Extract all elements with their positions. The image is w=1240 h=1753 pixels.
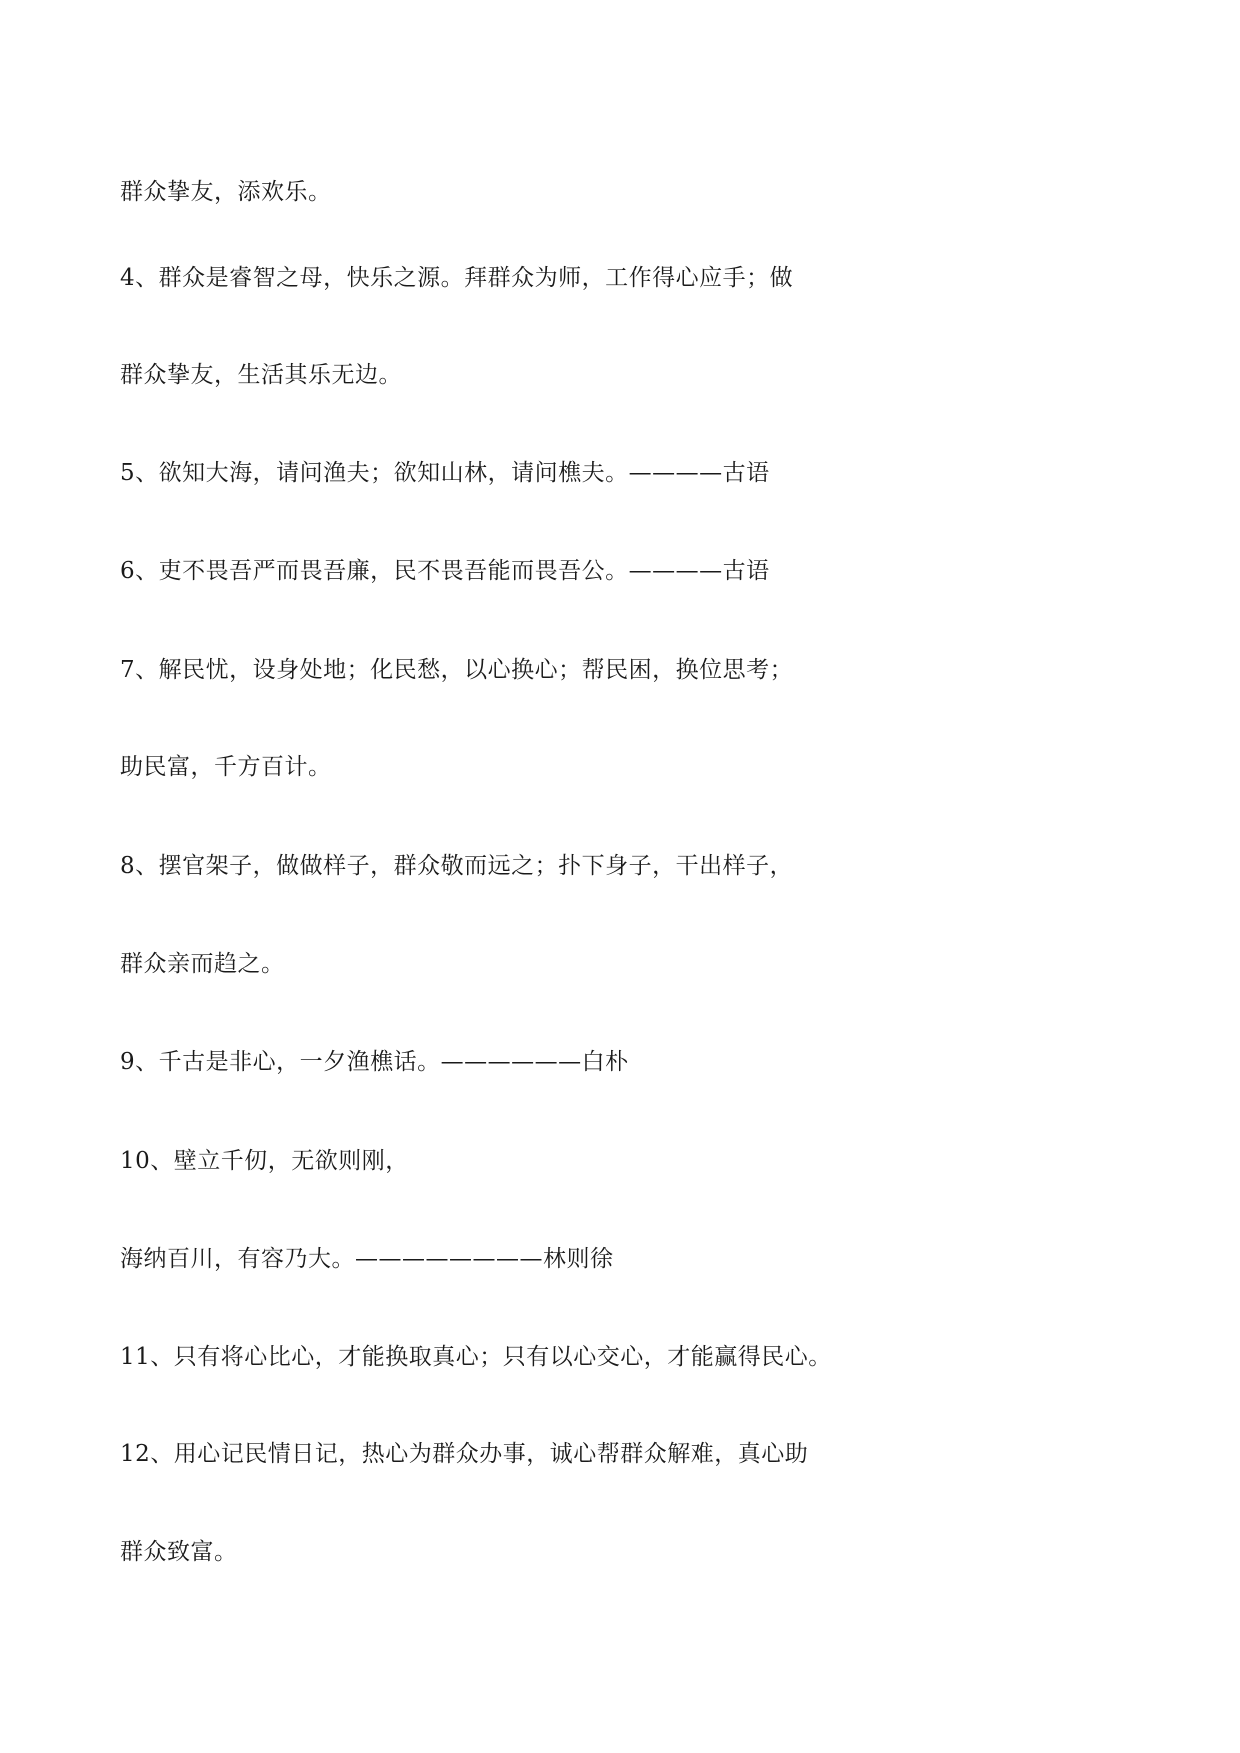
text-line: 海纳百川，有容乃大。————————林则徐 bbox=[120, 1246, 614, 1272]
text-line: 助民富，千方百计。 bbox=[120, 754, 332, 780]
text-line: 群众致富。 bbox=[120, 1539, 238, 1565]
text-line: 9、千古是非心，一夕渔樵话。——————白朴 bbox=[120, 1049, 629, 1075]
text-line: 8、摆官架子，做做样子，群众敬而远之；扑下身子，干出样子， bbox=[120, 853, 794, 879]
text-line: 10、壁立千仞，无欲则刚， bbox=[120, 1148, 409, 1174]
text-line: 群众挚友，生活其乐无边。 bbox=[120, 362, 402, 388]
text-line: 5、欲知大海，请问渔夫；欲知山林，请问樵夫。————古语 bbox=[120, 460, 770, 486]
text-line: 7、解民忧，设身处地；化民愁，以心换心；帮民困，换位思考； bbox=[120, 657, 794, 683]
text-line: 11、只有将心比心，才能换取真心；只有以心交心，才能赢得民心。 bbox=[120, 1344, 832, 1370]
text-line: 12、用心记民情日记，热心为群众办事，诚心帮群众解难，真心助 bbox=[120, 1441, 809, 1467]
text-line: 群众亲而趋之。 bbox=[120, 951, 285, 977]
text-line: 4、群众是睿智之母，快乐之源。拜群众为师，工作得心应手；做 bbox=[120, 265, 794, 291]
text-line: 群众挚友，添欢乐。 bbox=[120, 179, 332, 205]
text-line: 6、吏不畏吾严而畏吾廉，民不畏吾能而畏吾公。————古语 bbox=[120, 558, 770, 584]
